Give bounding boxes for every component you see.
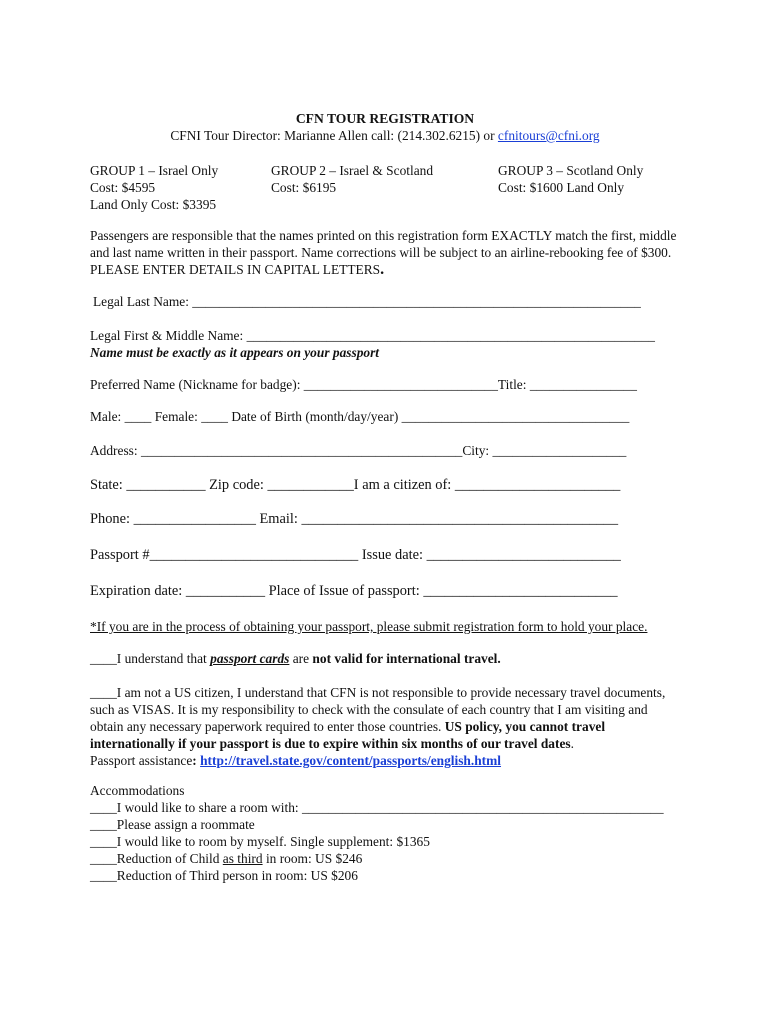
group-1	[90, 162, 218, 213]
preferred-name-title-field[interactable]: Preferred Name (Nickname for badge): _____________________________Title: ________________	[90, 377, 637, 392]
accommodations-section	[90, 782, 664, 884]
name-notice-period: .	[380, 261, 385, 278]
us-policy-warning: US policy, you cannot travel internationally if your passport is due to expire within six months of our travel dates	[90, 719, 606, 751]
child-reduction-prefix: ____Reduction of Child	[90, 851, 223, 866]
policy-period: .	[570, 736, 574, 751]
group-2-name: GROUP 2 – Israel & Scotland	[271, 163, 434, 178]
child-reduction-option[interactable]	[90, 850, 664, 867]
accommodations-heading: Accommodations	[90, 783, 185, 798]
tour-director-line	[0, 128, 770, 144]
address-city-field[interactable]: Address: ________________________________________________City: ____________________	[90, 443, 627, 458]
director-contact: CFNI Tour Director: Marianne Allen call: (214.302.6215) or	[170, 128, 498, 143]
child-reduction-underlined: as third	[222, 851, 263, 866]
state-zip-citizen-field[interactable]: State: ___________ Zip code: ____________I am a citizen of: _______________________	[90, 477, 621, 493]
passport-assistance-label: Passport assistance	[90, 753, 193, 768]
passport-cards-acknowledgement[interactable]	[90, 651, 501, 667]
non-citizen-text: ____I am not a US citizen, I understand that CFN is not responsible to provide necessary travel documents, such as VISAS. It is my responsibility to check with the consulate of each country that I am visiting and obtain any necessary paperwork required to enter those countries.	[90, 685, 666, 734]
passport-cards-term: passport cards	[210, 651, 290, 666]
third-person-reduction-option[interactable]: ____Reduction of Third person in room: US $206	[90, 868, 358, 883]
group-3	[498, 162, 643, 196]
name-notice-text: Passengers are responsible that the names printed on this registration form EXACTLY match the first, middle and last name written in their passport. Name corrections will be subject to an airline-rebooking fee of $300. PLEASE ENTER DETAILS IN CAPITAL LETTERS	[90, 228, 677, 277]
single-room-option[interactable]: ____I would like to room by myself. Single supplement: $1365	[90, 834, 430, 849]
expiration-place-field[interactable]: Expiration date: ___________ Place of Issue of passport: ___________________________	[90, 583, 618, 599]
phone-email-field[interactable]: Phone: _________________ Email: ____________________________________________	[90, 511, 619, 527]
legal-first-middle-name-field[interactable]: Legal First & Middle Name: _____________________________________________________________	[90, 328, 655, 343]
legal-last-name-field[interactable]: Legal Last Name: ___________________________________________________________________	[93, 294, 641, 309]
groups-section	[90, 162, 690, 214]
page-title: CFN TOUR REGISTRATION	[295, 111, 475, 126]
share-room-option[interactable]: ____I would like to share a room with: ______________________________________________________	[90, 800, 664, 815]
group-1-land-cost: Land Only Cost: $3395	[90, 197, 217, 212]
group-3-cost: Cost: $1600 Land Only	[498, 180, 625, 195]
assign-roommate-option[interactable]: ____Please assign a roommate	[90, 817, 255, 832]
passport-assistance-colon: :	[192, 753, 201, 768]
group-1-cost: Cost: $4595	[90, 180, 156, 195]
non-citizen-acknowledgement[interactable]	[90, 684, 675, 769]
passport-process-note: *If you are in the process of obtaining your passport, please submit registration form to hold your place.	[90, 619, 648, 634]
passport-cards-prefix: ____I understand that	[90, 651, 211, 666]
name-notice	[90, 227, 680, 278]
group-2-cost: Cost: $6195	[271, 180, 337, 195]
group-2	[271, 162, 433, 196]
gender-dob-field[interactable]: Male: ____ Female: ____ Date of Birth (month/day/year) __________________________________	[90, 409, 630, 424]
passport-cards-warning: not valid for international travel.	[312, 651, 501, 666]
passport-assistance-link[interactable]: http://travel.state.gov/content/passports/english.html	[200, 753, 502, 768]
passport-cards-middle: are	[289, 651, 313, 666]
passport-issue-date-field[interactable]: Passport #_____________________________ Issue date: ___________________________	[90, 547, 621, 563]
child-reduction-suffix: in room: US $246	[262, 851, 363, 866]
group-3-name: GROUP 3 – Scotland Only	[498, 163, 644, 178]
group-1-name: GROUP 1 – Israel Only	[90, 163, 219, 178]
name-match-note: Name must be exactly as it appears on your passport	[90, 345, 380, 360]
email-link[interactable]: cfnitours@cfni.org	[497, 128, 600, 143]
